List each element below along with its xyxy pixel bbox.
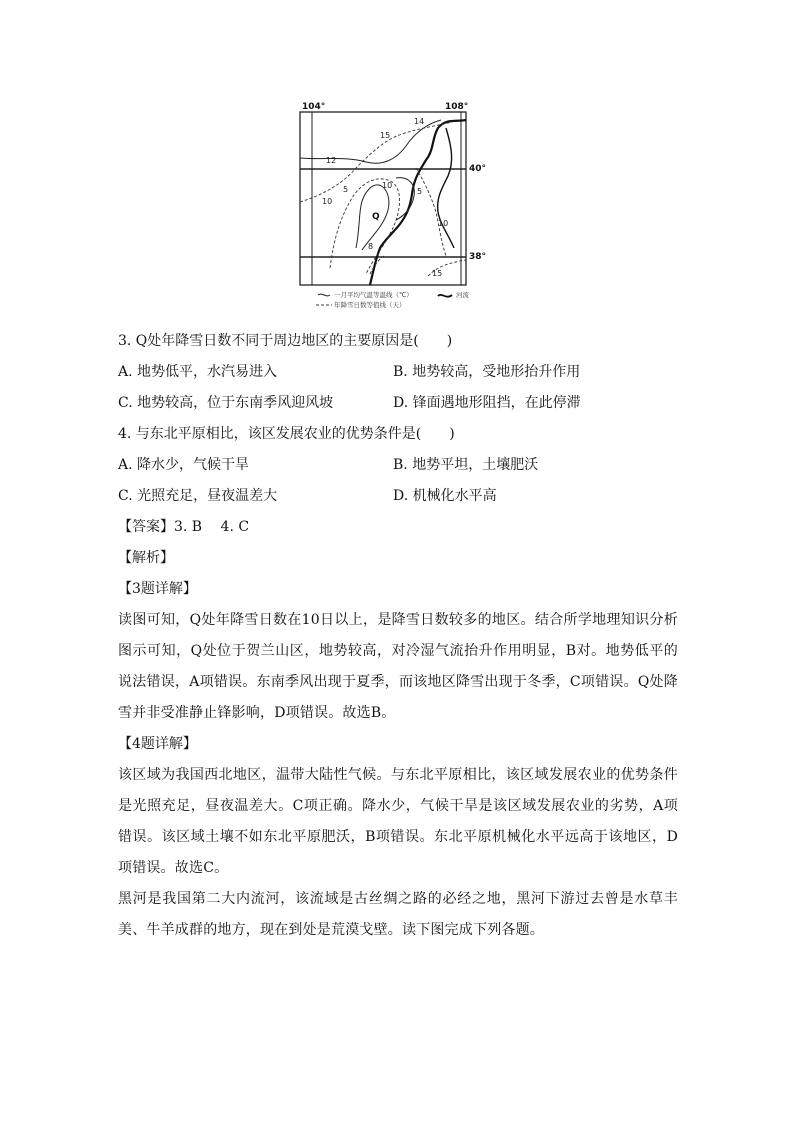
legend-snow-line: 年降雪日数等值线（天） <box>334 301 406 309</box>
snow-isoline-10-east <box>416 168 449 256</box>
snow-isoline-15 <box>300 122 452 202</box>
river-line <box>370 120 466 285</box>
q3-detail-title: 【3题详解】 <box>118 581 197 597</box>
point-q-label: Q <box>372 212 380 222</box>
legend-river: 河流 <box>456 291 469 299</box>
question-block <box>118 326 678 946</box>
isoline-map-figure <box>296 98 502 310</box>
river-branch <box>438 128 454 248</box>
iso-label: 5 <box>417 187 423 196</box>
question-4-options-row-1 <box>118 450 678 481</box>
question-4-options-row-2 <box>118 481 678 512</box>
option-4b: B. 地势平坦，土壤肥沃 <box>393 457 539 473</box>
iso-label: 8 <box>368 242 374 251</box>
legend-river-symbol <box>438 295 452 297</box>
option-4a: A. 降水少，气候干旱 <box>118 457 250 473</box>
iso-label: 10 <box>438 219 449 228</box>
option-3c: C. 地势较高，位于东南季风迎风坡 <box>118 395 334 411</box>
iso-label: 14 <box>414 117 425 126</box>
answer-line: 【答案】3. B 4. C <box>118 519 250 535</box>
iso-label: 5 <box>343 185 349 194</box>
lon-label-104: 104° <box>302 102 326 112</box>
lat-label-40: 40° <box>469 164 487 174</box>
question-4-stem: 4. 与东北平原相比，该区发展农业的优势条件是( ) <box>118 426 455 442</box>
iso-label: 10 <box>382 181 393 190</box>
option-3a: A. 地势低平，水汽易进入 <box>118 364 278 380</box>
question-3-stem: 3. Q处年降雪日数不同于周边地区的主要原因是( ) <box>118 333 453 349</box>
iso-label: 10 <box>322 197 333 206</box>
isoline-map <box>296 98 502 310</box>
temp-isoline-12 <box>300 120 441 163</box>
q3-detail-text: 读图可知，Q处年降雪日数在10日以上，是降雪日数较多的地区。结合所学地理知识分析图示可知，Q处位于贺兰山区，地势较高，对冷湿气流抬升作用明显，B对。地势低平的说法错误，A项错误。东南季风出现于夏季，而该地区降雪出现于冬季，C项错误。Q处降雪并非受准静止锋影响，D项错误。故选B。 <box>118 612 678 721</box>
option-4d: D. 机械化水平高 <box>393 488 497 504</box>
iso-label: 15 <box>380 131 391 140</box>
option-3b: B. 地势较高，受地形抬升作用 <box>393 364 581 380</box>
snow-isoline-10 <box>330 179 400 274</box>
option-4c: C. 光照充足，昼夜温差大 <box>118 488 278 504</box>
intro-paragraph: 黑河是我国第二大内流河，该流域是古丝绸之路的必经之地，黑河下游过去曾是水草丰美、牛羊成群的地方，现在到处是荒漠戈壁。读下图完成下列各题。 <box>118 891 678 938</box>
question-3-options-row-2 <box>118 388 678 419</box>
q4-detail-text: 该区域为我国西北地区，温带大陆性气候。与东北平原相比，该区域发展农业的优势条件是光照充足，昼夜温差大。C项正确。降水少，气候干旱是该区域发展农业的劣势，A项错误。该区域土壤不如东北平原肥沃，B项错误。东北平原机械化水平远高于该地区，D项错误。故选C。 <box>118 767 678 876</box>
legend-temp-line: 一月平均气温等温线（℃） <box>334 291 413 299</box>
iso-label: 12 <box>326 156 337 165</box>
lon-label-108: 108° <box>445 102 469 112</box>
lat-label-38: 38° <box>469 252 487 262</box>
option-3d: D. 锋面遇地形阻挡，在此停滞 <box>393 395 581 411</box>
analysis-title: 【解析】 <box>118 550 174 566</box>
question-3-options-row-1 <box>118 357 678 388</box>
legend-temp-line-symbol <box>318 294 330 296</box>
q4-detail-title: 【4题详解】 <box>118 736 197 752</box>
iso-label: 15 <box>432 269 443 278</box>
